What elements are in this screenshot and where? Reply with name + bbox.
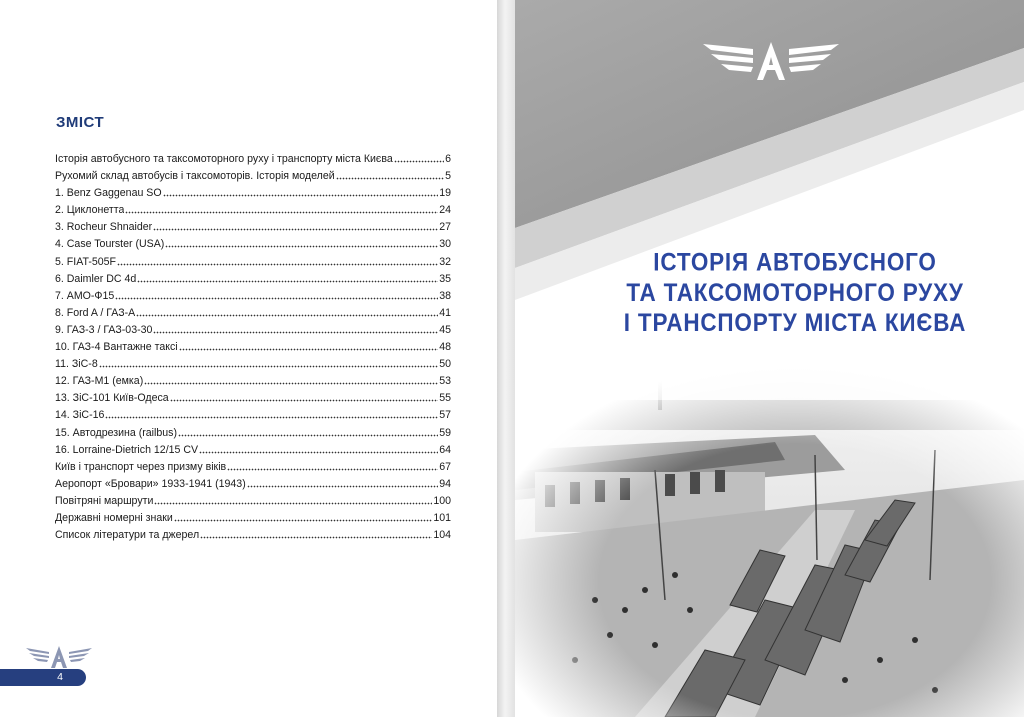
toc-entry-title: Київ і транспорт через призму віків — [55, 460, 227, 473]
dot-leader — [247, 477, 438, 488]
toc-entry — [55, 168, 451, 185]
toc-entry-title: Державні номерні знаки — [55, 511, 173, 524]
cover-title — [575, 247, 1015, 338]
toc-entry-page: 67 — [439, 460, 451, 473]
toc-entry-page: 94 — [439, 477, 451, 490]
toc-entry-title: 6. Daimler DC 4d — [55, 272, 137, 285]
toc-entry-title: 15. Автодрезина (railbus) — [55, 426, 177, 439]
toc-entry-title: 1. Benz Gaggenau SO — [55, 187, 162, 200]
dot-leader — [178, 426, 438, 437]
toc-entry-page: 5 — [445, 170, 451, 183]
toc-entry-page: 55 — [439, 392, 451, 405]
dot-leader — [227, 460, 438, 471]
toc-entry — [55, 254, 451, 271]
toc-entry-title: Список літератури та джерел — [55, 529, 200, 542]
dot-leader — [125, 203, 438, 214]
toc-entry-title: 12. ГАЗ-М1 (емка) — [55, 375, 144, 388]
dot-leader — [165, 237, 438, 248]
toc-entry — [55, 510, 451, 527]
toc-entry — [55, 236, 451, 253]
toc-entry — [55, 322, 451, 339]
toc-entry-title: 8. Ford A / ГАЗ-А — [55, 306, 136, 319]
toc-entry — [55, 305, 451, 322]
dot-leader — [163, 186, 439, 197]
toc-entry-title: 3. Rocheur Shnaider — [55, 221, 153, 234]
dot-leader — [153, 220, 438, 231]
cover-title-line: І ТРАНСПОРТУ МІСТА КИЄВА — [623, 308, 967, 337]
toc-entry-page: 27 — [439, 221, 451, 234]
page-number-badge: 4 — [0, 669, 86, 686]
table-of-contents — [55, 151, 451, 544]
toc-entry — [55, 476, 451, 493]
cover-title-line: ІСТОРІЯ АВТОБУСНОГО — [653, 248, 937, 277]
dot-leader — [105, 408, 438, 419]
dot-leader — [199, 443, 438, 454]
toc-entry-page: 59 — [439, 426, 451, 439]
toc-entry-title: 4. Case Tourster (USA) — [55, 238, 165, 251]
toc-entry — [55, 527, 451, 544]
toc-entry-page: 38 — [439, 289, 451, 302]
toc-entry — [55, 202, 451, 219]
toc-entry-title: 7. АМО-Ф15 — [55, 289, 115, 302]
book-gutter — [497, 0, 515, 717]
toc-entry-page: 35 — [439, 272, 451, 285]
toc-entry — [55, 390, 451, 407]
toc-entry-page: 101 — [433, 511, 451, 524]
toc-entry-page: 53 — [439, 375, 451, 388]
dot-leader — [99, 357, 438, 368]
toc-entry-page: 48 — [439, 341, 451, 354]
toc-entry-title: 5. FIAT-505F — [55, 255, 117, 268]
toc-entry — [55, 356, 451, 373]
toc-heading: ЗМІСТ — [56, 114, 105, 131]
dot-leader — [137, 272, 438, 283]
toc-entry-page: 41 — [439, 306, 451, 319]
toc-entry — [55, 459, 451, 476]
toc-entry-page: 45 — [439, 323, 451, 336]
toc-entry — [55, 185, 451, 202]
toc-entry — [55, 425, 451, 442]
toc-entry-page: 6 — [445, 153, 451, 165]
toc-entry — [55, 442, 451, 459]
left-page — [0, 0, 497, 717]
right-page-cover — [515, 0, 1024, 717]
toc-entry-page: 104 — [433, 529, 451, 542]
toc-entry — [55, 373, 451, 390]
dot-leader — [153, 323, 438, 334]
winged-a-emblem-icon — [24, 644, 94, 670]
toc-entry-page: 64 — [439, 443, 451, 456]
toc-entry — [55, 407, 451, 424]
dot-leader — [174, 511, 432, 522]
toc-entry-page: 24 — [439, 204, 451, 217]
toc-entry-title: 11. ЗіС-8 — [55, 358, 98, 371]
toc-entry-page: 50 — [439, 358, 451, 371]
toc-entry — [55, 288, 451, 305]
historic-station-photo — [515, 360, 1024, 717]
dot-leader — [394, 152, 444, 163]
dot-leader — [115, 289, 438, 300]
toc-entry — [55, 219, 451, 236]
toc-entry — [55, 339, 451, 356]
toc-entry — [55, 493, 451, 510]
toc-entry-page: 30 — [439, 238, 451, 251]
toc-entry-title: 14. ЗіС-16 — [55, 409, 105, 422]
toc-entry-title: 16. Lorraine-Dietrich 12/15 CV — [55, 443, 199, 456]
toc-entry-title: 13. ЗіС-101 Київ-Одеса — [55, 392, 169, 405]
toc-entry-title: Аеропорт «Бровари» 1933-1941 (1943) — [55, 477, 246, 490]
dot-leader — [170, 391, 439, 402]
dot-leader — [336, 169, 444, 180]
dot-leader — [154, 494, 432, 505]
toc-entry-page: 32 — [439, 255, 451, 268]
dot-leader — [144, 374, 438, 385]
toc-entry — [55, 271, 451, 288]
toc-entry-title: Історія автобусного та таксомоторного руху і транспорту міста Києва — [55, 153, 393, 165]
toc-entry-title: 2. Циклонетта — [55, 204, 125, 217]
dot-leader — [200, 528, 432, 539]
dot-leader — [117, 255, 438, 266]
toc-entry-page: 100 — [433, 494, 451, 507]
toc-entry-title: 9. ГАЗ-3 / ГАЗ-03-30 — [55, 323, 153, 336]
toc-entry — [55, 151, 451, 168]
toc-entry-page: 19 — [439, 187, 451, 200]
toc-entry-title: Повітряні маршрути — [55, 494, 154, 507]
toc-entry-title: 10. ГАЗ-4 Вантажне таксі — [55, 341, 178, 354]
toc-entry-title: Рухомий склад автобусів і таксомоторів. Історія моделей — [55, 170, 335, 183]
cover-title-line: ТА ТАКСОМОТОРНОГО РУХУ — [626, 278, 964, 307]
toc-entry-page: 57 — [439, 409, 451, 422]
dot-leader — [179, 340, 439, 351]
dot-leader — [136, 306, 438, 317]
